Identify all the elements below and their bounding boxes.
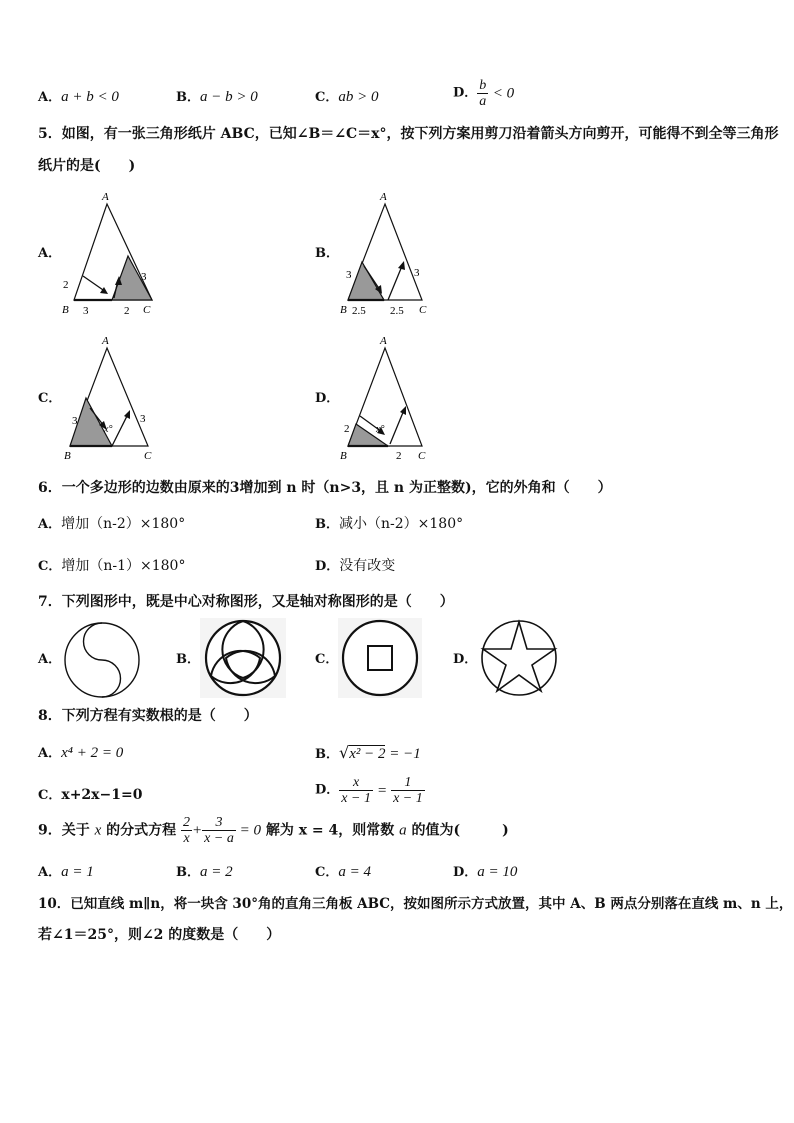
q5-text-line2: 纸片的是( )	[38, 158, 136, 174]
q9-option-c: C．a = 4	[315, 864, 371, 880]
coin-square-icon	[338, 618, 422, 698]
q4-option-d: D． $\frac{b}{a}$ < 0	[453, 78, 515, 109]
svg-text:C: C	[143, 304, 151, 316]
q6-text: 6．一个多边形的边数由原来的3增加到 n 时（n>3，且 n 为正整数)，它的外角和（ ）	[38, 480, 612, 496]
svg-text:2: 2	[344, 423, 350, 435]
svg-text:A: A	[102, 191, 109, 203]
q5-figure-c	[56, 334, 166, 464]
svg-text:C: C	[418, 450, 426, 462]
q6-option-b: B．减小（n-2）×180°	[315, 516, 464, 532]
svg-text:3: 3	[141, 271, 147, 283]
q10-text-line2: 若∠1＝25°，则∠2 的度数是（ ）	[38, 927, 281, 943]
q8-text: 8．下列方程有实数根的是（ ）	[38, 708, 258, 724]
q6-option-a: A．增加（n-2）×180°	[38, 516, 186, 532]
q10-text-line1: 10．已知直线 m∥n，将一块含 30°角的直角三角板 ABC，按如图所示方式放置，其中 A、B 两点分别落在直线 m、n 上，	[38, 896, 793, 912]
q5-text-line1: 5．如图，有一张三角形纸片 ABC，已知∠B＝∠C＝x°，按下列方案用剪刀沿着箭头方向剪开，可能得不到全等三角形	[38, 126, 779, 142]
q7-option-a-label: A．	[38, 652, 62, 667]
svg-text:C: C	[144, 450, 152, 462]
q5-figure-d	[334, 334, 444, 464]
svg-text:2: 2	[124, 305, 130, 317]
svg-text:2: 2	[63, 279, 69, 291]
svg-text:2.5: 2.5	[390, 305, 404, 317]
svg-text:3: 3	[72, 415, 78, 427]
q6-option-d: D．没有改变	[315, 558, 396, 574]
svg-text:B: B	[64, 450, 71, 462]
q4-option-a: A．a + b < 0	[38, 89, 119, 105]
svg-text:2.5: 2.5	[352, 305, 366, 317]
svg-text:C: C	[419, 304, 427, 316]
q5-figure-a	[56, 190, 166, 320]
svg-text:3: 3	[140, 413, 146, 425]
q7-option-d-label: D．	[453, 652, 478, 667]
sqrt-sign-icon: √	[339, 743, 350, 762]
svg-text:3: 3	[414, 267, 420, 279]
svg-text:A: A	[102, 335, 109, 347]
q8-option-b: B．√x² − 2 = −1	[315, 743, 421, 762]
three-arc-circle-icon	[200, 618, 286, 698]
svg-text:A: A	[380, 335, 387, 347]
q5-figure-b	[334, 190, 444, 320]
q9-text: 9．关于 x 的分式方程 $\frac{2}{x}$ + $\frac{3}{x - a}$ = 0 解为 x = 4，则常数 a 的值为( )	[38, 815, 509, 846]
q5-option-c-label: C．	[38, 391, 62, 406]
svg-text:A: A	[380, 191, 387, 203]
q6-option-c: C．增加（n-1）×180°	[38, 558, 186, 574]
q5-option-d-label: D．	[315, 391, 340, 406]
q5-option-a-label: A．	[38, 246, 62, 261]
q8-option-a: A．x⁴ + 2 = 0	[38, 745, 124, 761]
svg-text:2: 2	[396, 450, 402, 462]
q9-option-b: B．a = 2	[176, 864, 233, 880]
svg-text:x°: x°	[376, 424, 385, 435]
q8-option-c: C．x+2x−1=0	[38, 787, 143, 803]
q4-option-c: C．ab > 0	[315, 89, 379, 105]
svg-text:B: B	[340, 304, 347, 316]
svg-text:x°: x°	[104, 424, 113, 435]
q9-option-a: A．a = 1	[38, 864, 94, 880]
svg-text:3: 3	[346, 269, 352, 281]
q8-option-d: D． $\frac{x}{x - 1}$ = $\frac{1}{x - 1}$	[315, 775, 423, 806]
q4-d-fraction: $\frac{b}{a}$	[479, 78, 487, 109]
q9-option-d: D．a = 10	[453, 864, 518, 880]
q7-option-c-label: C．	[315, 652, 339, 667]
svg-text:B: B	[340, 450, 347, 462]
q7-text: 7．下列图形中，既是中心对称图形，又是轴对称图形的是（ ）	[38, 594, 454, 610]
yin-yang-icon	[62, 620, 142, 700]
q7-option-b-label: B．	[176, 652, 200, 667]
star-circle-icon	[478, 618, 560, 698]
svg-text:B: B	[62, 304, 69, 316]
q5-option-b-label: B．	[315, 246, 339, 261]
q4-option-b: B．a − b > 0	[176, 89, 258, 105]
svg-text:3: 3	[83, 305, 89, 317]
